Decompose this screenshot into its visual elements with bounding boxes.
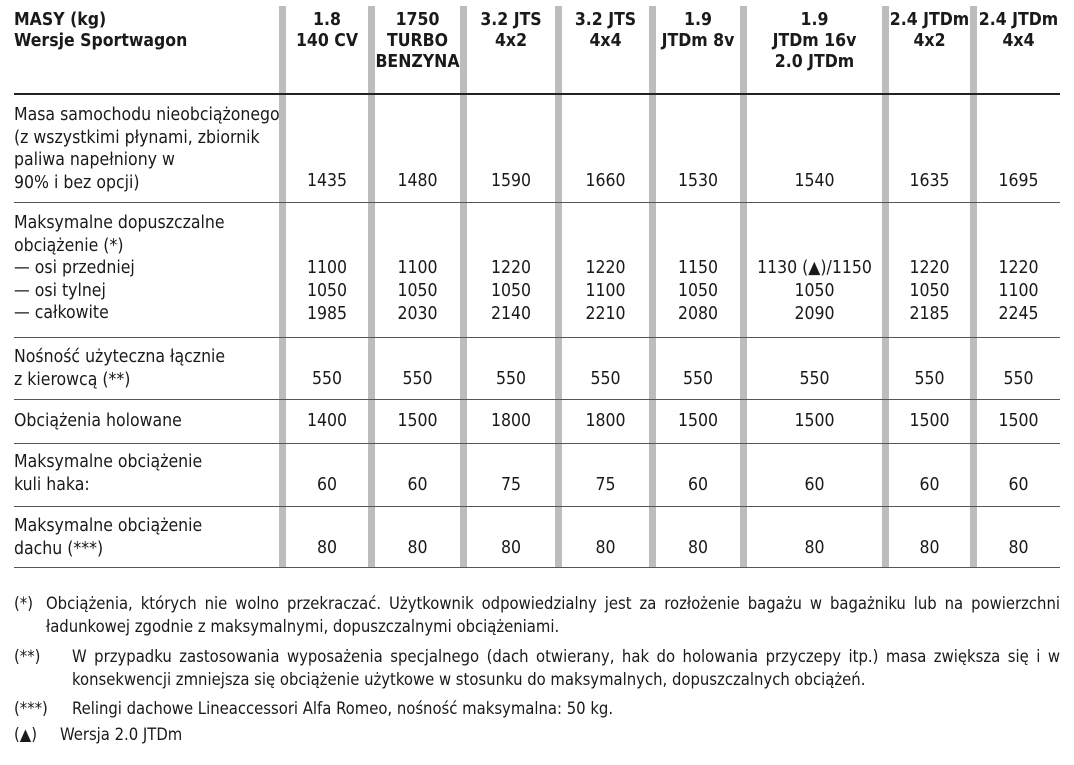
table-title: MASY (kg) Wersje Sportwagon <box>14 10 188 51</box>
column-header: 1.8 140 CV <box>295 10 359 51</box>
footnote-mark: (**) <box>14 647 41 666</box>
column-header: 3.2 JTS 4x2 <box>480 10 542 51</box>
table-cell: 1500 <box>677 411 719 431</box>
table-cell: 1500 <box>998 411 1039 431</box>
table-cell: 1220 1100 2210 <box>585 258 626 324</box>
column-separator <box>555 6 562 568</box>
table-cell: 80 <box>919 538 940 558</box>
table-cell: 1500 <box>397 411 438 431</box>
table-cell: 1220 1050 2140 <box>490 258 532 324</box>
footnote-mark: (***) <box>14 699 48 718</box>
table-cell: 80 <box>1008 538 1029 558</box>
table-cell: 1695 <box>998 171 1039 191</box>
table-cell: 1530 <box>677 171 719 191</box>
table-cell: 550 <box>1003 369 1034 389</box>
column-separator <box>740 6 747 568</box>
table-cell: 75 <box>500 475 522 495</box>
column-separator <box>970 6 977 568</box>
table-cell: 1220 1050 2185 <box>909 258 950 324</box>
column-header: 1.9 JTDm 8v <box>661 10 735 51</box>
table-cell: 550 <box>311 369 343 389</box>
row-label: Maksymalne dopuszczalne obciążenie (*) — osi przedniej — osi tylnej — całkowite <box>14 213 225 323</box>
table-cell: 550 <box>495 369 527 389</box>
column-header: 2.4 JTDm 4x2 <box>889 10 970 51</box>
table-cell: 1590 <box>490 171 532 191</box>
table-cell: 60 <box>316 475 338 495</box>
table-cell: 60 <box>1008 475 1029 495</box>
table-cell: 60 <box>804 475 825 495</box>
table-cell: 1150 1050 2080 <box>677 258 719 324</box>
footnote-text: Wersja 2.0 JTDm <box>60 725 183 744</box>
column-header: 1.9 JTDm 16v 2.0 JTDm <box>772 10 857 72</box>
table-cell: 80 <box>316 538 338 558</box>
row-label: Nośność użyteczna łącznie z kierowcą (**) <box>14 347 226 390</box>
table-cell: 550 <box>914 369 945 389</box>
table-cell: 60 <box>919 475 940 495</box>
row-rule <box>14 337 1060 338</box>
row-label: Maksymalne obciążenie dachu (***) <box>14 516 203 559</box>
table-cell: 75 <box>595 475 616 495</box>
header-rule <box>14 93 1060 95</box>
footnote-text: Relingi dachowe Lineaccessori Alfa Romeo, nośność maksymalna: 50 kg. <box>72 699 614 718</box>
row-rule <box>14 399 1060 400</box>
row-label: Maksymalne obciążenie kuli haka: <box>14 452 203 495</box>
footnote-text: Obciążenia, których nie wolno przekraczać. Użytkownik odpowiedzialny jest za rozłożenie bagażu w bagażniku lub na powierzchni ładunkowej zgodnie z maksymalnymi, dopuszczalnymi obciążeniami. <box>46 594 1060 636</box>
row-label: Obciążenia holowane <box>14 411 182 431</box>
table-cell: 80 <box>500 538 522 558</box>
footnote-mark: (▲) <box>14 725 38 744</box>
table-cell: 550 <box>590 369 621 389</box>
table-cell: 1500 <box>794 411 835 431</box>
table-cell: 1435 <box>306 171 348 191</box>
table-cell: 1500 <box>909 411 950 431</box>
table-cell: 1100 1050 1985 <box>306 258 348 324</box>
table-cell: 80 <box>595 538 616 558</box>
column-header: 3.2 JTS 4x4 <box>574 10 637 51</box>
table-cell: 1220 1100 2245 <box>998 258 1039 324</box>
table-cell: 550 <box>799 369 830 389</box>
table-cell: 80 <box>407 538 428 558</box>
row-rule <box>14 202 1060 203</box>
table-cell: 1400 <box>306 411 348 431</box>
table-cell: 80 <box>687 538 709 558</box>
table-cell: 80 <box>804 538 825 558</box>
row-rule <box>14 506 1060 507</box>
table-cell: 1800 <box>585 411 626 431</box>
row-label: Masa samochodu nieobciążonego (z wszystkimi płynami, zbiornik paliwa napełniony w 90% i bez opcji) <box>14 105 280 193</box>
column-header: 1750 TURBO BENZYNA <box>375 10 460 72</box>
table-cell: 550 <box>682 369 714 389</box>
column-header: 2.4 JTDm 4x4 <box>978 10 1059 51</box>
table-cell: 1480 <box>397 171 438 191</box>
table-cell: 60 <box>687 475 709 495</box>
table-cell: 1540 <box>794 171 835 191</box>
column-separator <box>368 6 375 568</box>
table-cell: 1660 <box>585 171 626 191</box>
column-separator <box>649 6 656 568</box>
table-cell: 1100 1050 2030 <box>397 258 438 324</box>
column-separator <box>460 6 467 568</box>
table-cell: 1130 (▲)/1150 1050 2090 <box>757 258 872 324</box>
table-cell: 550 <box>402 369 433 389</box>
footnote-mark: (*) <box>14 594 34 613</box>
column-separator <box>882 6 889 568</box>
table-cell: 1635 <box>909 171 950 191</box>
table-bottom-rule <box>14 567 1060 568</box>
row-rule <box>14 443 1060 444</box>
footnote-text: W przypadku zastosowania wyposażenia specjalnego (dach otwierany, hak do holowania przyczepy itp.) masa zwiększa się i w konsekwencji zmniejsza się obciążenie użytkowe w stosunku do maksymalnych, dopuszczalnych obciążeń. <box>72 647 1060 689</box>
table-cell: 60 <box>407 475 428 495</box>
table-cell: 1800 <box>490 411 532 431</box>
